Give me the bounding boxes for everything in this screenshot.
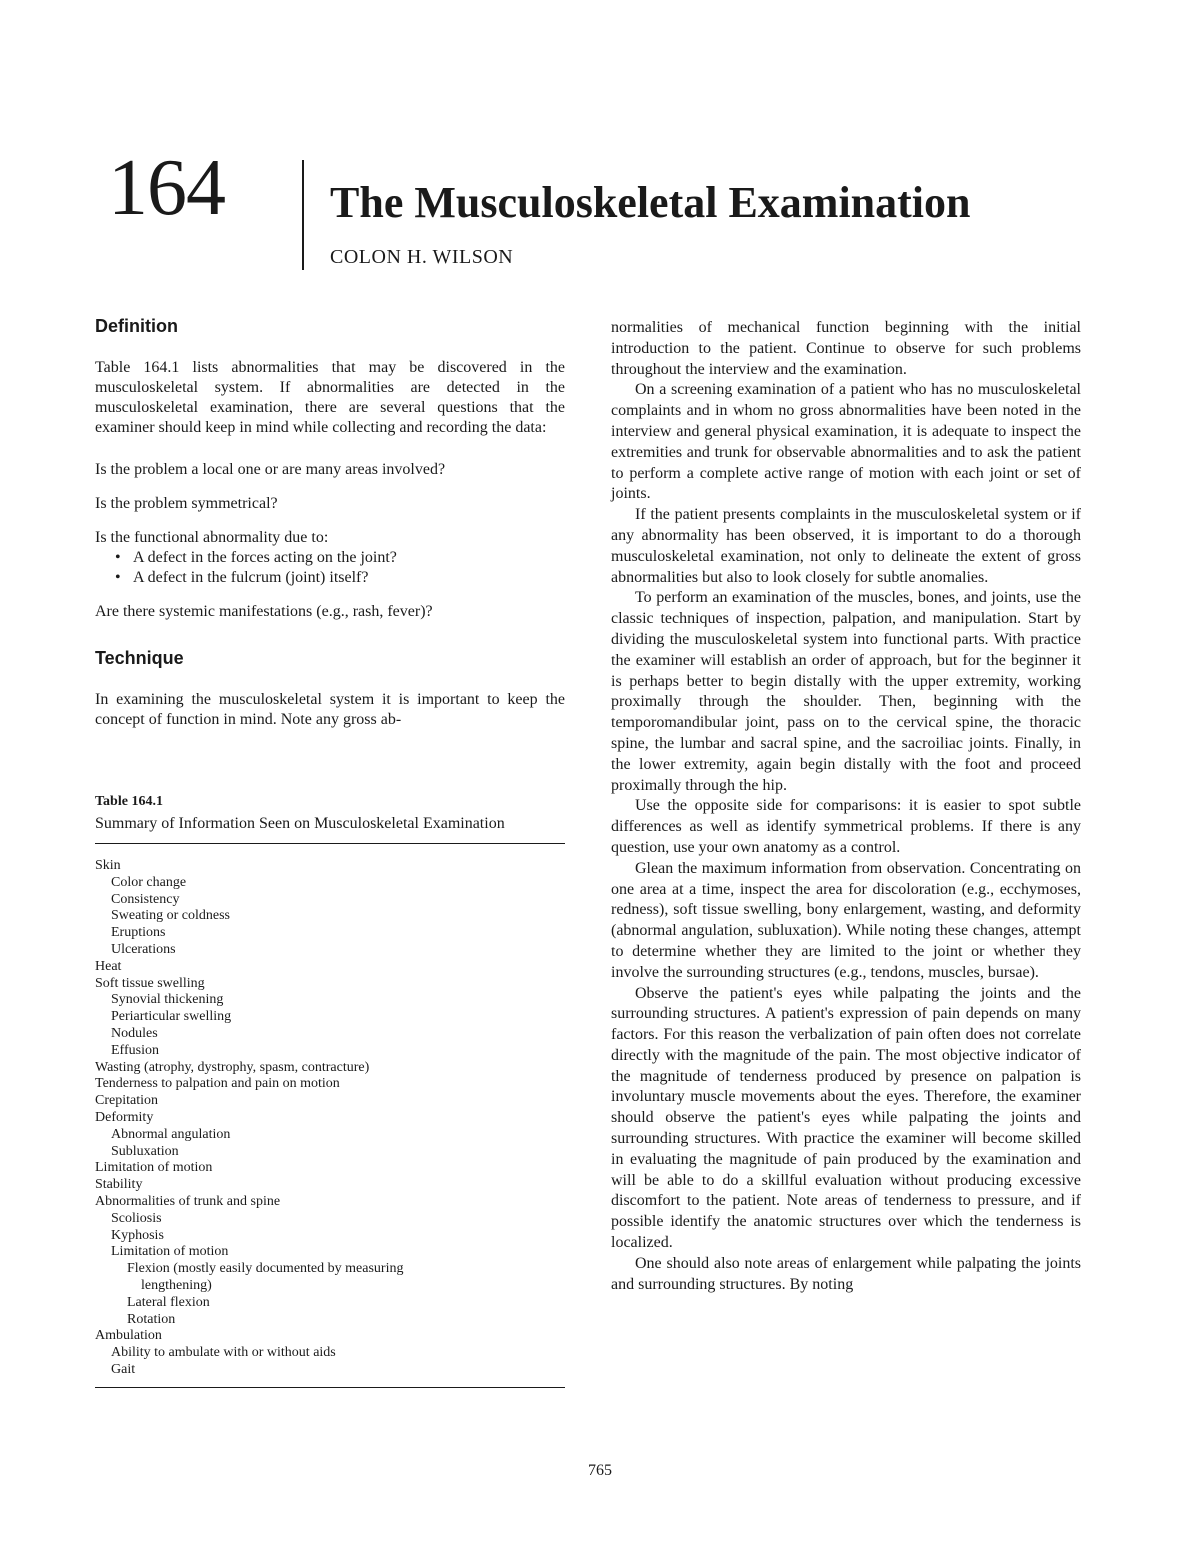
body-paragraph: On a screening examination of a patient who has no musculoskeletal complaints and in whom no gross abnormalities have been noted in the interview and general physical examination, it is adequate to inspect the extremities and trunk for observable abnormalities and to ask the patient to perform a complete active range of motion with each joint or set of joints. [611, 381, 1081, 503]
table-row: Sweating or coldness [111, 908, 230, 924]
table-body [95, 858, 565, 1379]
table-row: Ulcerations [111, 941, 176, 957]
table-row: Heat [95, 958, 122, 974]
table-row: Limitation of motion [111, 1244, 229, 1260]
right-column [611, 318, 1081, 1295]
table-row: Abnormal angulation [111, 1126, 231, 1142]
table-row: lengthening) [141, 1277, 212, 1293]
table-row: Synovial thickening [111, 992, 224, 1008]
body-paragraph: Glean the maximum information from observation. Concentrating on one area at a time, inspect the area for discoloration (e.g., ecchymoses, redness), soft tissue swelling, bony enlargement, wasting, and deformity (abnormal angulation, subluxation). While noting these changes, attempt to determine whether they are limited to the joint or whether they involve the surrounding structures (e.g., tendons, muscles, bursae). [611, 859, 1081, 981]
table-row: Crepitation [95, 1093, 158, 1109]
table-row: Ability to ambulate with or without aids [111, 1345, 336, 1361]
chapter-number: 164 [108, 144, 225, 232]
page-number: 765 [588, 1462, 612, 1479]
table-row: Abnormalities of trunk and spine [95, 1193, 281, 1209]
table-row: Ambulation [95, 1328, 162, 1344]
title-divider [302, 160, 304, 270]
table-label: Table 164.1 [95, 794, 163, 809]
table-row: Eruptions [111, 925, 166, 941]
table-row: Effusion [111, 1042, 159, 1058]
question-1: Is the problem a local one or are many areas involved? [95, 461, 446, 478]
body-paragraph: Use the opposite side for comparisons: it is easier to spot subtle differences as well as identify symmetrical problems. If there is any question, use your own anatomy as a control. [611, 797, 1081, 856]
table-row: Stability [95, 1177, 143, 1193]
table-row: Deformity [95, 1109, 154, 1125]
body-paragraph: Observe the patient's eyes while palpating the joints and the surrounding structures. A patient's expression of pain depends on many factors. For this reason the verbalization of pain often does not correlate directly with the magnitude of the pain. The most objective indicator of the magnitude of tenderness produced by presence on palpation is involuntary muscle movements about the eyes. Therefore, the examiner should observe the patient's eyes while palpating the joints and surrounding structures. With practice the examiner will become skilled in evaluating the magnitude of pain produced by the examination and will be able to do a skillful evaluation without producing excessive discomfort to the patient. Note areas of tenderness to pressure, and if possible identify the anatomic structures over which the tenderness is localized. [611, 984, 1081, 1252]
technique-intro: In examining the musculoskeletal system it is important to keep the concept of function in mind. Note any gross ab- [95, 691, 565, 728]
table-row: Subluxation [111, 1143, 179, 1159]
question-2: Is the problem symmetrical? [95, 495, 278, 512]
table-top-rule [95, 843, 565, 844]
left-column [95, 316, 565, 1388]
table-row: Limitation of motion [95, 1160, 213, 1176]
bullet-item: • A defect in the forces acting on the joint? [115, 548, 565, 568]
body-paragraph: One should also note areas of enlargement while palpating the joints and surrounding structures. By noting [611, 1254, 1081, 1293]
body-paragraph: If the patient presents complaints in the musculoskeletal system or if any abnormality has been observed, it is important to do a thorough musculoskeletal examination, not only to delineate the extent of gross abnormalities but also to look closely for subtle anomalies. [611, 506, 1081, 586]
question-4: Are there systemic manifestations (e.g., rash, fever)? [95, 603, 433, 620]
body-paragraph: normalities of mechanical function beginning with the initial introduction to the patient. Continue to observe for such problems throughout the interview and the examination. [611, 319, 1081, 378]
chapter-author: COLON H. WILSON [330, 246, 514, 268]
table-row: Nodules [111, 1025, 158, 1041]
table-row: Consistency [111, 891, 180, 907]
bullet-item: • A defect in the fulcrum (joint) itself? [115, 568, 565, 588]
table-row: Color change [111, 874, 187, 890]
table-row: Scoliosis [111, 1210, 162, 1226]
definition-heading: Definition [95, 316, 178, 336]
question-3-text: Is the functional abnormality due to: [95, 529, 329, 546]
table-row: Periarticular swelling [111, 1009, 232, 1025]
chapter-title: The Musculoskeletal Examination [330, 178, 971, 227]
question-3-bullets [95, 548, 565, 588]
table-row: Rotation [127, 1311, 176, 1327]
technique-heading: Technique [95, 648, 184, 668]
table-caption: Summary of Information Seen on Musculoskeletal Examination [95, 815, 505, 832]
table-bottom-rule [95, 1387, 565, 1388]
table-row: Gait [111, 1361, 136, 1377]
table-row: Soft tissue swelling [95, 975, 205, 991]
question-3 [95, 528, 565, 588]
table-row: Kyphosis [111, 1227, 164, 1243]
table-row: Wasting (atrophy, dystrophy, spasm, contracture) [95, 1059, 370, 1075]
table-row: Lateral flexion [127, 1294, 210, 1310]
table-164-1 [95, 792, 565, 1388]
table-row: Tenderness to palpation and pain on motion [95, 1076, 340, 1092]
table-row: Skin [95, 858, 121, 873]
body-paragraph: To perform an examination of the muscles, bones, and joints, use the classic techniques of inspection, palpation, and manipulation. Start by dividing the musculoskeletal system into functional parts. With practice the examiner will establish an order of approach, but for the beginner it is perhaps better to begin distally with the upper extremity, working proximally through the shoulder. Then, beginning with the temporomandibular joint, pass on to the cervical spine, the thoracic spine, the lumbar and sacral spine, and the sacroiliac joints. Finally, in the lower extremity, again begin distally with the foot and proceed proximally through the hip. [611, 589, 1081, 794]
table-row: Flexion (mostly easily documented by measuring [127, 1261, 404, 1277]
definition-intro: Table 164.1 lists abnormalities that may be discovered in the musculoskeletal system. If abnormalities are detected in the musculoskeletal examination, there are several questions that the examiner should keep in mind while collecting and recording the data: [95, 359, 565, 436]
